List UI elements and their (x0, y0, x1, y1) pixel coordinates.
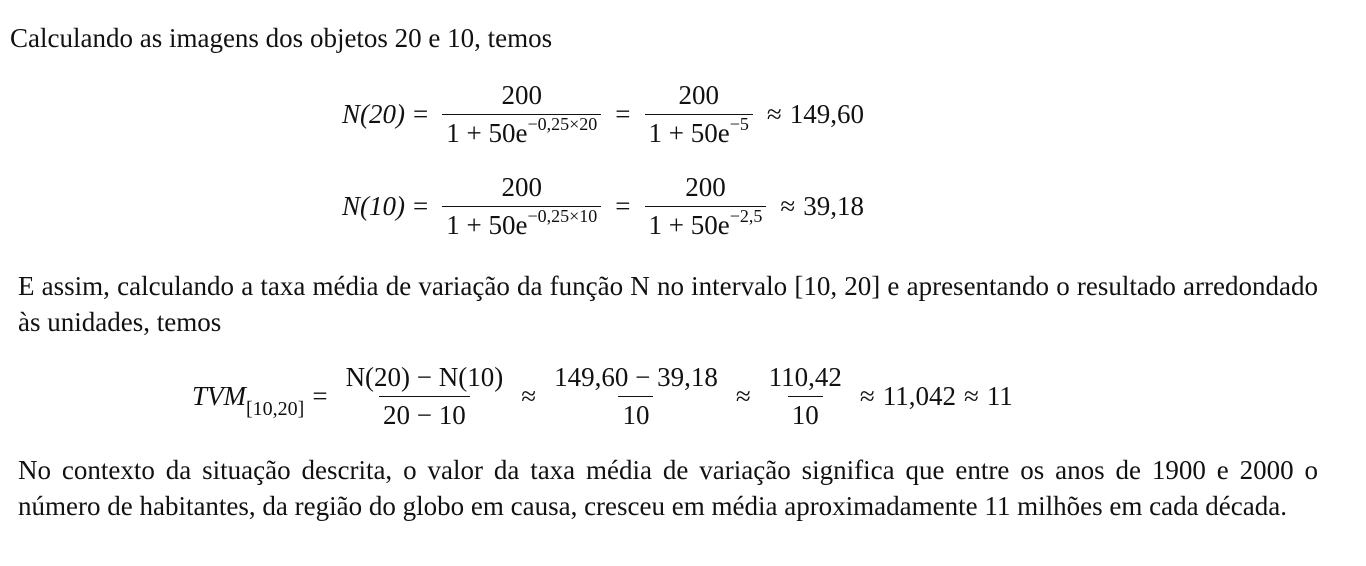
equation-n10 (342, 172, 864, 241)
eq3-equals: = (312, 381, 328, 411)
eq1-f1-den-base: 1 + 50e (446, 118, 528, 148)
eq3-fraction-3 (765, 362, 846, 431)
eq2-f1-denominator (442, 206, 601, 241)
eq1-f1-numerator: 200 (501, 80, 542, 110)
eq1-f2-numerator: 200 (678, 80, 719, 110)
eq1-result: 149,60 (789, 99, 864, 129)
equation-n20 (342, 80, 864, 149)
eq1-f1-denominator (442, 114, 601, 149)
eq1-f1-exponent: −0,25×20 (527, 114, 598, 134)
eq2-lhs: N(10) (342, 191, 405, 221)
eq3-f1-denominator: 20 − 10 (379, 396, 470, 431)
eq2-f1-numerator: 200 (501, 172, 542, 202)
eq1-fraction-2 (645, 80, 753, 149)
eq2-f2-den-base: 1 + 50e (648, 210, 730, 240)
eq3-result-1: 11,042 (882, 381, 956, 411)
eq2-f2-exponent: −2,5 (729, 206, 763, 226)
eq3-fraction-1 (342, 362, 508, 431)
eq3-f3-denominator: 10 (788, 396, 823, 431)
eq1-f2-den-base: 1 + 50e (648, 118, 730, 148)
eq1-lhs: N(20) (342, 99, 405, 129)
eq2-equals: = (413, 191, 429, 221)
eq2-f2-numerator: 200 (685, 172, 726, 202)
eq1-approx: ≈ (766, 99, 782, 129)
eq3-approx-2: ≈ (735, 381, 751, 411)
eq3-approx-3: ≈ (859, 381, 875, 411)
eq3-fraction-2 (550, 362, 722, 431)
eq2-fraction-2 (645, 172, 767, 241)
eq3-f3-numerator: 110,42 (768, 362, 842, 392)
eq2-f2-denominator (645, 206, 767, 241)
intro-text: Calculando as imagens dos objetos 20 e 10, temos (10, 23, 553, 53)
eq3-lhs-main: TVM (192, 381, 246, 411)
eq2-fraction-1 (442, 172, 601, 241)
eq1-f2-exponent: −5 (729, 114, 749, 134)
eq3-approx-4: ≈ (963, 381, 979, 411)
eq3-result-2: 11 (986, 381, 1013, 411)
eq1-equals: = (413, 99, 429, 129)
eq2-f1-exponent: −0,25×10 (527, 206, 598, 226)
eq1-fraction-1 (442, 80, 601, 149)
eq1-f2-denominator (645, 114, 753, 149)
eq3-f2-denominator: 10 (618, 396, 653, 431)
eq2-f1-den-base: 1 + 50e (446, 210, 528, 240)
eq3-lhs-subscript: [10,20] (246, 398, 305, 420)
paragraph-conclusion: No contexto da situação descrita, o valor da taxa média de variação significa que entre os anos de 1900 e 2000 o número de habitantes, da região do globo em causa, cresceu em média aproximadamente 11 milhões em cada década. (18, 455, 1318, 521)
eq2-result: 39,18 (803, 191, 864, 221)
eq2-approx: ≈ (780, 191, 796, 221)
eq2-equals-2: = (615, 191, 631, 221)
paragraph-taxa-media: E assim, calculando a taxa média de variação da função N no intervalo [10, 20] e apresentando o resultado arredondado às unidades, temos (18, 271, 1318, 337)
equation-tvm (192, 362, 1013, 431)
eq3-lhs (192, 381, 305, 420)
eq3-f2-numerator: 149,60 − 39,18 (554, 362, 718, 392)
eq3-f1-numerator: N(20) − N(10) (345, 362, 504, 392)
eq1-equals-2: = (615, 99, 631, 129)
eq3-approx-1: ≈ (521, 381, 537, 411)
